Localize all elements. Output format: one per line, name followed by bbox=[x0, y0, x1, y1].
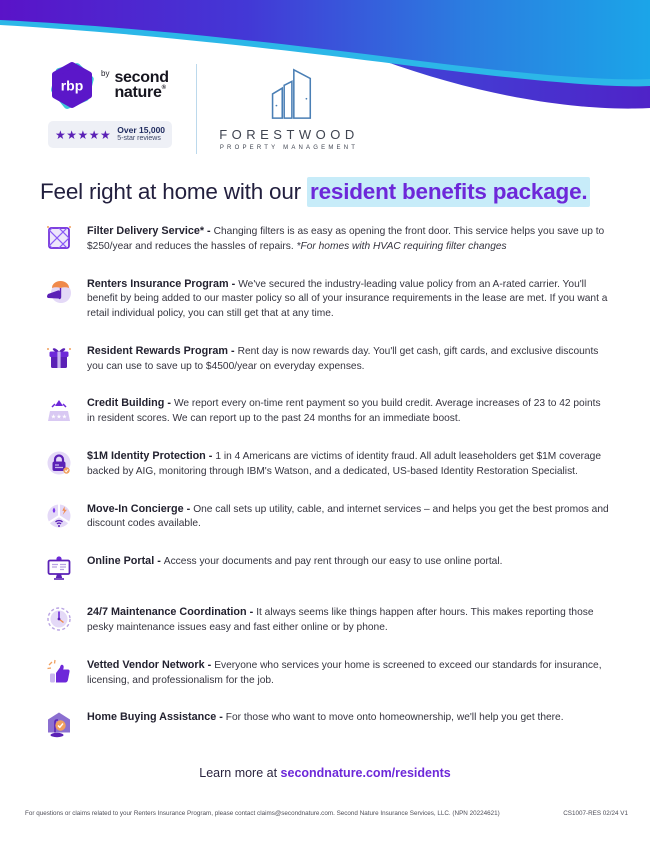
benefit-text: Credit Building - We report every on-time rent payment so you build credit. Average increases of 23 to 42 points in resident scores. We can report up to the past 24 months for an immediate boost. bbox=[87, 397, 601, 425]
fine-print-text: For questions or claims related to your Renters Insurance Program, please contact claims@secondnature.com. Second Nature Insurance Services, LLC. (NPN 20224621) bbox=[25, 810, 500, 817]
list-item bbox=[44, 709, 610, 739]
home-check-icon bbox=[44, 709, 74, 739]
identity-lock-icon bbox=[44, 448, 74, 478]
benefit-text: Filter Delivery Service* - Changing filters is as easy as opening the front door. This service helps you save up to $250/year and reduces the hassles of repairs. *For homes with HVAC requiring filter changes bbox=[87, 225, 605, 252]
umbrella-icon bbox=[44, 276, 74, 306]
benefit-text: Online Portal - Access your documents and pay rent through our easy to use online portal. bbox=[87, 555, 503, 568]
partner-subtitle: PROPERTY MANAGEMENT bbox=[219, 145, 359, 151]
list-item bbox=[44, 343, 610, 375]
headline-highlight: resident benefits package. bbox=[307, 177, 590, 207]
svg-text:★: ★ bbox=[50, 414, 57, 421]
five-stars-icon: ★★★★★ bbox=[55, 127, 112, 142]
credit-stars-icon bbox=[44, 395, 74, 425]
rbp-brand-block bbox=[48, 60, 180, 148]
svg-text:★: ★ bbox=[56, 414, 62, 421]
page-title: Feel right at home with our resident benefits package. bbox=[40, 179, 618, 205]
list-item bbox=[44, 657, 610, 689]
monitor-icon bbox=[44, 553, 74, 583]
utilities-circle-icon bbox=[44, 501, 74, 531]
gift-icon bbox=[44, 343, 74, 373]
benefit-text: $1M Identity Protection - 1 in 4 Americans are victims of identity fraud. All adult leaseholders get $1M coverage backed by AIG, monitoring through IBM's Watson, and a dedicated, US-based Identity Restoration Specialist. bbox=[87, 450, 602, 477]
fine-print bbox=[25, 810, 628, 817]
logo-divider bbox=[196, 64, 197, 154]
second-nature-wordmark: second nature® bbox=[114, 69, 169, 101]
svg-text:★: ★ bbox=[61, 414, 68, 421]
list-item bbox=[44, 276, 610, 322]
list-item bbox=[44, 448, 610, 480]
list-item bbox=[44, 553, 610, 583]
clock-icon bbox=[44, 604, 74, 634]
thumbs-up-icon bbox=[44, 657, 74, 687]
list-item bbox=[44, 223, 610, 255]
benefit-text: Resident Rewards Program - Rent day is now rewards day. You'll get cash, gift cards, and exclusive discounts you can use to save up to $4500/year on everyday expenses. bbox=[87, 344, 599, 372]
benefit-text: Renters Insurance Program - We've secured the industry-leading value policy from an A-rated carrier. You'll benefit by being added to our master policy so all of your insurance requirements in the lease are met. If you want a retail individual policy, you can still get that at any time. bbox=[87, 277, 608, 320]
logo-row bbox=[48, 60, 359, 154]
benefit-text: 24/7 Maintenance Coordination - It always seems like things happen after hours. This makes reporting those pesky maintenance issues easy and fast either online or by phone. bbox=[87, 606, 594, 633]
benefits-list bbox=[44, 223, 610, 739]
benefit-text: Vetted Vendor Network - Everyone who services your home is screened to exceed our standards for insurance, licensing, and professionalism for the job. bbox=[87, 658, 602, 686]
doc-code: CS1007-RES 02/24 V1 bbox=[563, 810, 628, 817]
benefit-text: Home Buying Assistance - For those who want to move onto homeownership, we'll help you get there. bbox=[87, 711, 564, 724]
learn-more-line: Learn more at secondnature.com/residents bbox=[199, 766, 451, 780]
list-item bbox=[44, 501, 610, 533]
rbp-logo-icon bbox=[48, 60, 96, 112]
filter-icon bbox=[44, 223, 74, 253]
svg-text:rbp: rbp bbox=[60, 77, 84, 94]
list-item bbox=[44, 604, 610, 636]
brand-by-label: by bbox=[101, 69, 110, 78]
list-item bbox=[44, 395, 610, 427]
partner-name: FORESTWOOD bbox=[219, 127, 359, 142]
reviews-text: Over 15,000 5-star reviews bbox=[117, 125, 166, 143]
learn-more-link[interactable]: secondnature.com/residents bbox=[280, 766, 451, 780]
partner-logo-block bbox=[219, 62, 359, 151]
forestwood-buildings-icon bbox=[260, 62, 318, 124]
benefit-text: Move-In Concierge - One call sets up utility, cable, and internet services – and helps you get the best promos and discount codes available. bbox=[87, 502, 609, 530]
reviews-badge bbox=[48, 121, 172, 148]
